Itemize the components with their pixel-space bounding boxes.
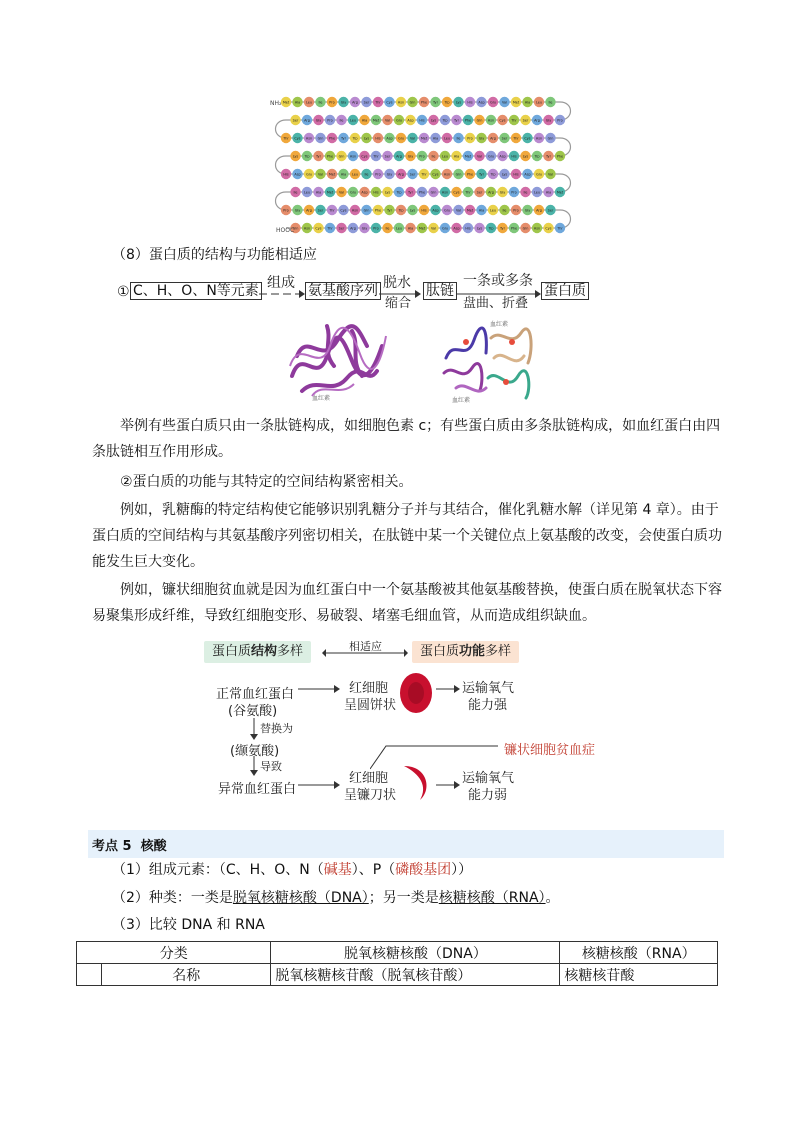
- amino-acid-label: Arg: [490, 136, 496, 141]
- amino-acid-label: Asn: [441, 190, 449, 195]
- amino-acid-label: Thr: [375, 100, 381, 105]
- amino-acid-label: Glu: [442, 226, 448, 231]
- amino-acid-label: His: [465, 226, 471, 231]
- amino-acid-label: Met: [420, 136, 428, 141]
- amino-acid-label: Gln: [363, 208, 370, 213]
- amino-acid-label: Ala: [432, 136, 439, 141]
- amino-acid-label: Arg: [536, 208, 542, 213]
- amino-acid-label: Gly: [340, 100, 347, 105]
- amino-acid-label: Arg: [534, 118, 540, 123]
- amino-acid-label: Met: [326, 190, 334, 195]
- amino-acid-label: Arg: [306, 208, 312, 213]
- amino-acid-label: Gln: [547, 136, 554, 141]
- amino-acid-label: Asn: [351, 208, 359, 213]
- amino-acid-label: Ser: [338, 226, 345, 231]
- flow-peptide-box: 肽链: [423, 282, 457, 300]
- elements-text-post: ））: [451, 862, 473, 878]
- amino-acid-label: Asn: [305, 136, 313, 141]
- hemoglobin-heme-label-top: 血红素: [490, 321, 509, 328]
- amino-acid-label: Ile: [364, 172, 369, 177]
- amino-acid-label: Trp: [304, 154, 310, 159]
- amino-acid-label: Asp: [294, 172, 301, 177]
- amino-acid-label: Thr: [511, 118, 517, 123]
- amino-acid-label: Thr: [465, 190, 471, 195]
- sickle-red-blood-cell-image: [398, 760, 434, 802]
- amino-acid-label: Leu: [533, 190, 541, 195]
- table-cell-dna-name: 脱氧核糖核苷酸（脱氧核苷酸）: [271, 964, 560, 986]
- amino-acid-label: Leu: [395, 226, 403, 231]
- amino-acid-label: Met: [466, 208, 474, 213]
- amino-acid-label: Ser: [476, 190, 483, 195]
- amino-acid-label: Trp: [444, 100, 450, 105]
- amino-acid-label: Cys: [386, 100, 393, 105]
- amino-acid-label: Gly: [407, 154, 414, 159]
- amino-acid-label: Val: [501, 100, 508, 105]
- amino-acid-label: Tyr: [454, 118, 459, 123]
- amino-acid-label: Trp: [398, 208, 404, 213]
- amino-acid-label: Leu: [303, 190, 311, 195]
- amino-acid-label: Thr: [283, 136, 289, 141]
- amino-acid-label: Ser: [292, 118, 299, 123]
- protein-formation-flow: [117, 270, 597, 310]
- types-text-mid: ；另一类是: [368, 890, 439, 906]
- amino-acid-label: Asn: [487, 118, 495, 123]
- disease-pointer-line: [370, 742, 500, 770]
- elements-text-pre: （1）组成元素：（C、H、O、N（: [112, 862, 324, 878]
- table-cell-rna-name: 核糖核苷酸: [560, 964, 718, 986]
- amino-acid-label: Cys: [499, 118, 506, 123]
- adapt-label: 相适应: [349, 640, 382, 653]
- amino-acid-label: His: [373, 190, 379, 195]
- amino-acid-label: Ile: [318, 100, 323, 105]
- amino-acid-label: Asp: [478, 100, 485, 105]
- amino-acid-label: Phe: [420, 100, 428, 105]
- amino-acid-label: His: [511, 154, 517, 159]
- amino-acid-label: Val: [317, 172, 324, 177]
- amino-acid-label: Arg: [398, 172, 404, 177]
- hemoglobin-heme-label-bottom: 血红素: [452, 397, 471, 404]
- paragraph-sickle-cell-example: 例如，镰状细胞贫血就是因为血红蛋白中一个氨基酸被其他氨基酸替换，使蛋白质在脱氧状态下容易聚集形成纤维，导致红细胞变形、易破裂、堵塞毛细血管，从而造成组织缺血。: [92, 582, 722, 624]
- amino-acid-label: Phe: [510, 226, 518, 231]
- amino-acid-label: Asp: [499, 154, 506, 159]
- normal-red-blood-cell-image: [398, 672, 434, 714]
- glutamate-label: (谷氨酸): [228, 704, 278, 719]
- amino-acid-label: Cys: [524, 136, 531, 141]
- oxygen-strong-label-1: 运输氧气: [462, 681, 515, 696]
- arrow-sickle-rbc: [436, 781, 460, 789]
- oxygen-weak-label-2: 能力弱: [468, 788, 508, 803]
- rbc-normal-label-1: 红细胞: [349, 681, 389, 696]
- amino-acid-label: Asn: [303, 226, 311, 231]
- amino-acid-label: Arg: [488, 190, 494, 195]
- amino-acid-label: Val: [547, 172, 554, 177]
- amino-acid-label: Leu: [443, 136, 451, 141]
- oxygen-strong-label-2: 能力强: [468, 698, 508, 713]
- amino-acid-label: Tyr: [387, 208, 392, 213]
- arrow-down-lead: [250, 756, 258, 776]
- flow-step1-label: 组成: [267, 275, 295, 291]
- amino-acid-label: Trp: [488, 226, 494, 231]
- amino-acid-label: Lys: [522, 154, 529, 159]
- amino-acid-label: Gln: [338, 154, 345, 159]
- amino-acid-label: Gly: [361, 226, 368, 231]
- amino-acid-label: Pro: [375, 172, 381, 177]
- amino-acid-label: Asn: [533, 226, 541, 231]
- amino-acid-label: Cys: [315, 226, 322, 231]
- amino-acid-label: Val: [476, 154, 483, 159]
- peptide-end-label: HOOC: [276, 227, 295, 234]
- amino-acid-label: Ser: [384, 154, 391, 159]
- amino-acid-label: Pro: [557, 118, 563, 123]
- rbc-normal-label-2: 呈圆饼状: [344, 698, 397, 713]
- amino-acid-label: Gln: [409, 100, 416, 105]
- amino-acid-label: Pro: [467, 136, 473, 141]
- kaodian-5-title: 考点 5 核酸: [92, 839, 167, 854]
- amino-acid-label: Trp: [490, 172, 496, 177]
- nucleic-acid-elements: [112, 859, 472, 879]
- amino-acid-label: Lys: [430, 118, 437, 123]
- flow-step3-top: 一条或多条: [463, 273, 533, 289]
- amino-acid-label: Gln: [430, 190, 437, 195]
- amino-acid-label: Arg: [352, 100, 358, 105]
- paragraph-lactase-example: 例如，乳糖酶的特定结构使它能够识别乳糖分子并与其结合，催化乳糖水解（详见第 4 章）。由于蛋白质的空间结构与其氨基酸序列密切相关，在肽链中某一个关键位点上氨基酸的改变，会使蛋白质功能发生巨大变化。: [92, 502, 722, 570]
- amino-acid-label: Tyr: [479, 172, 484, 177]
- amino-acid-label: Arg: [350, 226, 356, 231]
- amino-acid-label: Gly: [386, 172, 393, 177]
- flow-arrow-1: [259, 290, 305, 298]
- amino-acid-label: Cys: [453, 190, 460, 195]
- rbc-sickle-label-1: 红细胞: [349, 771, 389, 786]
- amino-acid-label: Pro: [511, 190, 517, 195]
- function-diverse-tag: [412, 641, 519, 663]
- amino-acid-label: Val: [409, 136, 416, 141]
- amino-acid-label: Val: [338, 190, 345, 195]
- amino-acid-label: Glu: [306, 172, 312, 177]
- amino-acid-label: Phe: [466, 172, 474, 177]
- amino-acid-label: Ile: [431, 154, 436, 159]
- amino-acid-label: Gln: [292, 226, 299, 231]
- compare-dna-rna-heading: （3）比较 DNA 和 RNA: [112, 917, 265, 933]
- dna-rna-comparison-table: [76, 941, 718, 986]
- structure-tag-bold: 结构: [251, 644, 278, 659]
- amino-acid-label: Tyr: [500, 226, 505, 231]
- table-header-dna: 脱氧核糖核酸（DNA）: [271, 942, 560, 964]
- amino-acid-label: Ile: [385, 226, 390, 231]
- elements-phosphate: 磷酸基团: [395, 862, 452, 878]
- table-cell-name: 名称: [102, 964, 271, 986]
- amino-acid-label: Met: [282, 100, 290, 105]
- amino-acid-label: Phe: [418, 190, 426, 195]
- amino-acid-label: Ser: [547, 208, 554, 213]
- amino-acid-label: Phe: [326, 154, 334, 159]
- function-tag-pre: 蛋白质: [420, 644, 460, 659]
- amino-acid-label: Asn: [443, 172, 451, 177]
- elements-text-mid: ）、P（: [351, 862, 396, 878]
- amino-acid-label: Ala: [315, 190, 322, 195]
- function-tag-post: 多样: [485, 644, 512, 659]
- amino-acid-label: Pro: [373, 226, 379, 231]
- amino-acid-label: Gln: [317, 136, 324, 141]
- amino-acid-label: Pro: [513, 208, 519, 213]
- amino-acid-label: Asn: [397, 100, 405, 105]
- amino-acid-label: Cys: [545, 226, 552, 231]
- table-row: [77, 964, 718, 986]
- lead-label: 导致: [260, 760, 282, 773]
- amino-acid-label: Tyr: [316, 154, 321, 159]
- amino-acid-label: Met: [556, 190, 564, 195]
- hemoglobin-structure-image: [436, 318, 540, 404]
- amino-acid-label: Gly: [294, 208, 301, 213]
- structure-tag-pre: 蛋白质: [212, 644, 252, 659]
- table-header-category: 分类: [77, 942, 271, 964]
- amino-acid-label: Cys: [432, 172, 439, 177]
- amino-acid-label: Pro: [329, 100, 335, 105]
- amino-acid-label: Ser: [409, 172, 416, 177]
- amino-acid-label: Cys: [294, 136, 301, 141]
- amino-acid-label: Gln: [476, 118, 483, 123]
- amino-acid-label: Pro: [283, 208, 289, 213]
- amino-acid-label: Asp: [361, 190, 368, 195]
- amino-acid-label: Met: [418, 226, 426, 231]
- table-row-spacer: [77, 964, 102, 986]
- amino-acid-label: Arg: [304, 118, 310, 123]
- kaodian-5-banner: [88, 830, 724, 858]
- amino-acid-label: Glu: [396, 118, 402, 123]
- amino-acid-label: Lys: [501, 172, 508, 177]
- amino-acid-label: Asn: [349, 154, 357, 159]
- abnormal-hemoglobin-label: 异常血红蛋白: [218, 782, 297, 797]
- amino-acid-label: Leu: [305, 100, 313, 105]
- amino-acid-label: Ile: [293, 190, 298, 195]
- flow-elements-box: C、H、O、N等元素: [130, 282, 262, 300]
- arrow-normal-rbc: [436, 685, 460, 693]
- amino-acid-label: Lys: [384, 190, 391, 195]
- amino-acid-label: Glu: [350, 190, 356, 195]
- amino-acid-label: Ala: [453, 154, 460, 159]
- amino-acid-label: Asp: [524, 172, 531, 177]
- types-dna: 脱氧核糖核酸（DNA）: [232, 890, 369, 906]
- amino-acid-label: His: [419, 118, 425, 123]
- amino-acid-label: Arg: [396, 154, 402, 159]
- amino-acid-label: Asp: [432, 208, 439, 213]
- amino-acid-label: His: [421, 208, 427, 213]
- amino-acid-label: Thr: [513, 136, 519, 141]
- nucleic-acid-types: [112, 887, 560, 907]
- amino-acid-label: Glu: [398, 136, 404, 141]
- amino-acid-label: Thr: [327, 226, 333, 231]
- amino-acid-label: Glu: [536, 172, 542, 177]
- amino-acid-label: Asp: [386, 136, 393, 141]
- flow-step2-top: 脱水: [383, 275, 411, 291]
- amino-acid-label: Asp: [453, 226, 460, 231]
- point-2-structure-function: ②蛋白质的功能与其特定的空间结构紧密相关。: [120, 474, 413, 490]
- amino-acid-label: Ala: [407, 226, 414, 231]
- amino-acid-label: Pro: [419, 154, 425, 159]
- peptide-chain-figure: [260, 90, 580, 240]
- amino-acid-label: Gly: [545, 118, 552, 123]
- arrow-down-replace: [250, 718, 258, 740]
- amino-acid-label: Lys: [409, 208, 416, 213]
- amino-acid-label: Glu: [488, 154, 494, 159]
- flow-amino-seq-box: 氨基酸序列: [305, 282, 381, 300]
- amino-acid-label: Gly: [315, 118, 322, 123]
- amino-acid-label: Ser: [522, 118, 529, 123]
- structure-tag-post: 多样: [277, 644, 304, 659]
- amino-acid-label: Ala: [478, 208, 485, 213]
- flow-prefix: ①: [117, 284, 130, 300]
- amino-acid-label: Ala: [294, 100, 301, 105]
- amino-acid-label: Trp: [396, 190, 402, 195]
- amino-acid-label: Tyr: [433, 100, 438, 105]
- peptide-start-label: NH₂: [270, 100, 282, 107]
- paragraph-peptide-examples: 举例有些蛋白质只由一条肽链构成，如细胞色素 c；有些蛋白质由多条肽链构成，如血红蛋白由四条肽链相互作用形成。: [92, 418, 721, 460]
- amino-acid-label: Phe: [556, 154, 564, 159]
- amino-acid-label: Ile: [339, 118, 344, 123]
- types-text-pre: （2）种类：一类是: [112, 890, 233, 906]
- table-header-row: [77, 942, 718, 964]
- structure-diverse-tag: [204, 641, 311, 663]
- amino-acid-label: Ile: [456, 136, 461, 141]
- amino-acid-label: Thr: [421, 172, 427, 177]
- amino-acid-label: Thr: [373, 154, 379, 159]
- amino-acid-label: Ser: [317, 208, 324, 213]
- amino-acid-label: Lys: [476, 226, 483, 231]
- amino-acid-label: Gly: [478, 136, 485, 141]
- amino-acid-label: Met: [372, 118, 380, 123]
- amino-acid-label: Ala: [545, 190, 552, 195]
- types-text-post: 。: [545, 890, 560, 906]
- amino-acid-label: Ala: [524, 100, 531, 105]
- amino-acid-label: Lys: [363, 136, 370, 141]
- amino-acid-label: Leu: [535, 100, 543, 105]
- normal-hemoglobin-label: 正常血红蛋白: [216, 687, 295, 702]
- amino-acid-label: Thr: [557, 226, 563, 231]
- amino-acid-label: His: [513, 172, 519, 177]
- amino-acid-label: Gly: [524, 208, 531, 213]
- amino-acid-label: Trp: [352, 136, 358, 141]
- amino-acid-label: Pro: [327, 118, 333, 123]
- valine-label: (缬氨酸): [230, 744, 280, 759]
- amino-acid-label: Trp: [534, 154, 540, 159]
- amino-acid-label: Val: [430, 226, 437, 231]
- amino-acid-label: Tyr: [341, 136, 346, 141]
- amino-acid-label: Tyr: [408, 190, 413, 195]
- amino-acid-label: Gly: [499, 190, 506, 195]
- amino-acid-label: Met: [512, 100, 520, 105]
- amino-acid-label: Leu: [349, 118, 357, 123]
- replace-label: 替换为: [260, 722, 293, 735]
- amino-acid-label: His: [283, 172, 289, 177]
- amino-acid-label: Lys: [455, 100, 462, 105]
- amino-acid-label: Ile: [548, 100, 553, 105]
- function-tag-bold: 功能: [459, 644, 486, 659]
- amino-acid-label: Val: [384, 118, 391, 123]
- amino-acid-label: His: [467, 100, 473, 105]
- cytochrome-heme-label: 血红素: [312, 395, 331, 402]
- amino-acid-label: His: [375, 136, 381, 141]
- amino-acid-label: Phe: [328, 136, 336, 141]
- oxygen-weak-label-1: 运输氧气: [462, 771, 515, 786]
- amino-acid-label: Met: [328, 172, 336, 177]
- flow-step3-bottom: 盘曲、折叠: [463, 296, 529, 311]
- amino-acid-label: Thr: [329, 208, 335, 213]
- amino-acid-label: Ile: [502, 208, 507, 213]
- types-rna: 核糖核酸（RNA）: [438, 890, 546, 906]
- amino-acid-label: Ile: [523, 190, 528, 195]
- section8-heading: （8）蛋白质的结构与功能相适应: [112, 247, 317, 263]
- amino-acid-label: Glu: [444, 208, 450, 213]
- cytochrome-c-structure-image: [282, 316, 394, 402]
- elements-base: 碱基: [323, 862, 352, 878]
- amino-acid-label: Phe: [374, 208, 382, 213]
- amino-acid-label: Ser: [501, 136, 508, 141]
- amino-acid-label: Phe: [464, 118, 472, 123]
- amino-acid-label: Met: [464, 154, 472, 159]
- amino-acid-label: Tyr: [546, 154, 551, 159]
- amino-acid-label: Cys: [361, 154, 368, 159]
- amino-acid-label: Val: [455, 208, 462, 213]
- amino-acid-label: Ala: [361, 118, 368, 123]
- amino-acid-label: Asn: [535, 136, 543, 141]
- arrow-normal-hb: [298, 685, 340, 693]
- flow-protein-box: 蛋白质: [541, 282, 589, 300]
- sickle-cell-disease-label: 镰状细胞贫血症: [504, 743, 596, 758]
- amino-acid-label: Leu: [441, 154, 449, 159]
- amino-acid-label: Gln: [522, 226, 529, 231]
- amino-acid-label: Lys: [292, 154, 299, 159]
- amino-acid-label: Glu: [490, 100, 496, 105]
- amino-acid-label: Ser: [363, 100, 370, 105]
- amino-acid-label: Cys: [340, 208, 347, 213]
- amino-acid-label: Leu: [489, 208, 497, 213]
- arrow-abnormal-hb: [298, 781, 340, 789]
- amino-acid-label: Asp: [407, 118, 414, 123]
- amino-acid-label: Ala: [340, 172, 347, 177]
- table-header-rna: 核糖核酸（RNA）: [560, 942, 718, 964]
- rbc-sickle-label-2: 呈镰刀状: [344, 788, 397, 803]
- amino-acid-label: Trp: [442, 118, 448, 123]
- flow-step2-bottom: 缩合: [385, 296, 412, 311]
- amino-acid-label: Leu: [351, 172, 359, 177]
- amino-acid-label: Gln: [455, 172, 462, 177]
